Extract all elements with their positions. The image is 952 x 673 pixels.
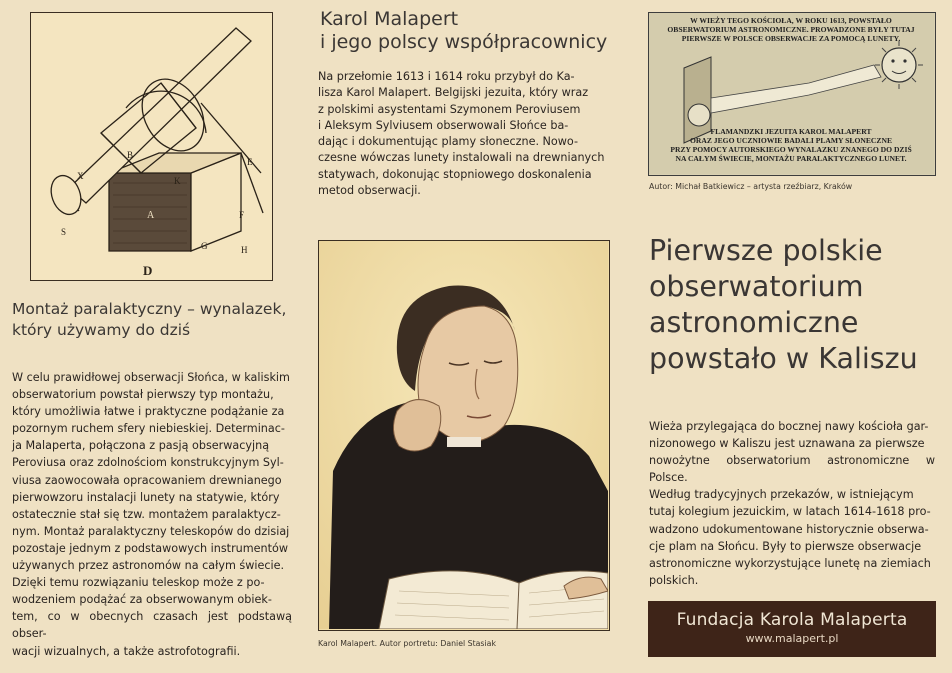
montaz-body-line: używanych przez astronomów na całym świecie.	[12, 559, 285, 573]
main-title-line-1: Pierwsze polskie	[649, 234, 883, 267]
plaque-top-line: W WIEŻY TEGO KOŚCIOŁA, W ROKU 1613, POWSTAŁO	[690, 16, 892, 25]
diagram-letter-h: H	[241, 245, 248, 255]
karol-title-line-1: Karol Malapert	[320, 8, 459, 30]
diagram-letter-b: B	[127, 150, 134, 160]
karol-section-title	[320, 8, 620, 54]
plaque-bottom-line: ORAZ JEGO UCZNIOWIE BADALI PLAMY SŁONECZNE	[689, 136, 893, 145]
montaz-body-line: pierwowzoru instalacji lunety na statywie, który	[12, 490, 280, 504]
montaz-body-line: wodzeniem podążać za obserwowanym obiek-	[12, 593, 272, 607]
karol-title-line-2: i jego polscy współpracownicy	[320, 31, 608, 53]
karol-body-line: statywach, dokonując stopniowego doskonalenia	[318, 167, 592, 181]
diagram-letter-d: D	[143, 263, 153, 278]
main-body-line: astronomiczne wykorzystujące lunetę na ziemiach	[649, 556, 931, 570]
portrait-caption: Karol Malapert. Autor portretu: Daniel Stasiak	[318, 639, 496, 648]
malapert-portrait	[318, 240, 610, 631]
diagram-letter-a: A	[147, 210, 155, 221]
montaz-title-line-2: który używamy do dziś	[12, 321, 191, 339]
diagram-letter-x: X	[77, 171, 84, 181]
main-body-line: nizonowego w Kaliszu jest uznawana za pierwsze	[649, 437, 925, 451]
main-body-line: nowożytne obserwatorium astronomiczne w Polsce.	[649, 454, 935, 485]
plaque-bottom-line: NA CAŁYM ŚWIECIE, MONTAŻU PARALAKTYCZNEGO LUNET.	[675, 154, 907, 163]
montaz-body-line: nym. Montaż paralaktyczny teleskopów do dzisiaj	[12, 524, 290, 538]
plaque-top-line: OBSERWATORIUM ASTRONOMICZNE. PROWADZONE BYŁY TUTAJ	[667, 25, 915, 34]
plaque-top-line: PIERWSZE W POLSCE OBSERWACJE ZA POMOCĄ LUNETY.	[681, 34, 901, 43]
karol-body-line: lisza Karol Malapert. Belgijski jezuita, który wraz	[318, 86, 589, 100]
karol-body-line: dając i dokumentując plamy słoneczne. Nowo-	[318, 135, 579, 149]
montaz-body-line: wacji wizualnych, a także astrofotografii.	[12, 644, 241, 658]
plaque-bottom-line: PRZY POMOCY AUTORSKIEGO WYNALAZKU ZNANEGO DO DZIŚ	[670, 145, 912, 154]
karol-body-line: metod obserwacji.	[318, 184, 421, 198]
plaque-artwork	[649, 13, 934, 174]
main-body-line: polskich.	[649, 573, 699, 587]
montaz-body-line: ja Malaperta, połączona z pasją obserwacyjną	[12, 439, 270, 453]
main-body-line: cje plam na Słońcu. Były to pierwsze obserwacje	[649, 539, 922, 553]
main-title-line-3: astronomiczne	[649, 306, 859, 339]
montaz-body-line: który umożliwia łatwe i praktyczne podążanie za	[12, 405, 285, 419]
montaz-body-line: obserwatorium powstał pierwszy typ montażu,	[12, 388, 274, 402]
main-body-line: Według tradycyjnych przekazów, w istniejącym	[649, 488, 914, 502]
parallactic-mount-diagram	[30, 12, 273, 281]
main-title-line-4: powstało w Kaliszu	[649, 342, 918, 375]
montaz-body-line: Dzięki temu rozwiązaniu teleskop może z po-	[12, 576, 265, 590]
karol-body-line: Na przełomie 1613 i 1614 roku przybył do Ka-	[318, 70, 575, 83]
foundation-url[interactable]: www.malapert.pl	[745, 632, 839, 645]
montaz-section-body	[12, 369, 292, 660]
portrait-drawing	[319, 241, 608, 629]
main-body-line: tutaj kolegium jezuickim, w latach 1614-1618 pro-	[649, 505, 931, 519]
karol-body-line: czesne wówczas lunety instalowali na drewnianych	[318, 151, 605, 165]
karol-body-line: i Aleksym Sylviusem obserwowali Słońce ba-	[318, 118, 569, 132]
main-section-body	[649, 418, 935, 589]
diagram-letter-k: K	[174, 176, 181, 186]
montaz-body-line: pozostaje jednym z podstawowych instrumentów	[12, 541, 289, 555]
foundation-name: Fundacja Karola Malaperta	[676, 610, 908, 630]
karol-section-body	[318, 69, 611, 199]
tower-plaque-illustration	[648, 12, 936, 176]
main-title-line-2: obserwatorium	[649, 270, 864, 303]
diagram-letter-g: G	[201, 241, 208, 251]
illustration-caption: Autor: Michał Batkiewicz – artysta rzeźbiarz, Kraków	[649, 182, 853, 191]
montaz-body-line: tem, co w obecnych czasach jest podstawą obser-	[12, 610, 292, 641]
plaque-bottom-line: FLAMANDZKI JEZUITA KAROL MALAPERT	[710, 127, 872, 136]
main-title	[649, 233, 944, 377]
diagram-letter-s: S	[61, 227, 67, 237]
karol-body-line: z polskimi asystentami Szymonem Peroviusem	[318, 102, 581, 116]
main-body-line: wadzono udokumentowane historycznie obserwa-	[649, 522, 929, 536]
montaz-section-title	[12, 299, 302, 341]
montaz-body-line: W celu prawidłowej obserwacji Słońca, w kaliskim	[12, 371, 290, 384]
montaz-body-line: ostatecznie stał się tzw. montażem paralaktycz-	[12, 507, 281, 521]
main-body-line: Wieża przylegająca do bocznej nawy kościoła gar-	[649, 420, 929, 433]
diagram-letter-e: E	[247, 157, 253, 167]
montaz-body-line: viusa zaowocowała opracowaniem drewnianego	[12, 473, 282, 487]
montaz-title-line-1: Montaż paralaktyczny – wynalazek,	[12, 300, 287, 318]
diagram-letter-f: F	[239, 210, 245, 220]
montaz-body-line: pozornym ruchem sfery niebieskiej. Determinac-	[12, 422, 285, 436]
foundation-footer	[648, 601, 936, 657]
montaz-body-line: Peroviusa oraz zdolnościom konstrukcyjnym Syl-	[12, 456, 284, 470]
mount-engraving	[31, 13, 271, 279]
